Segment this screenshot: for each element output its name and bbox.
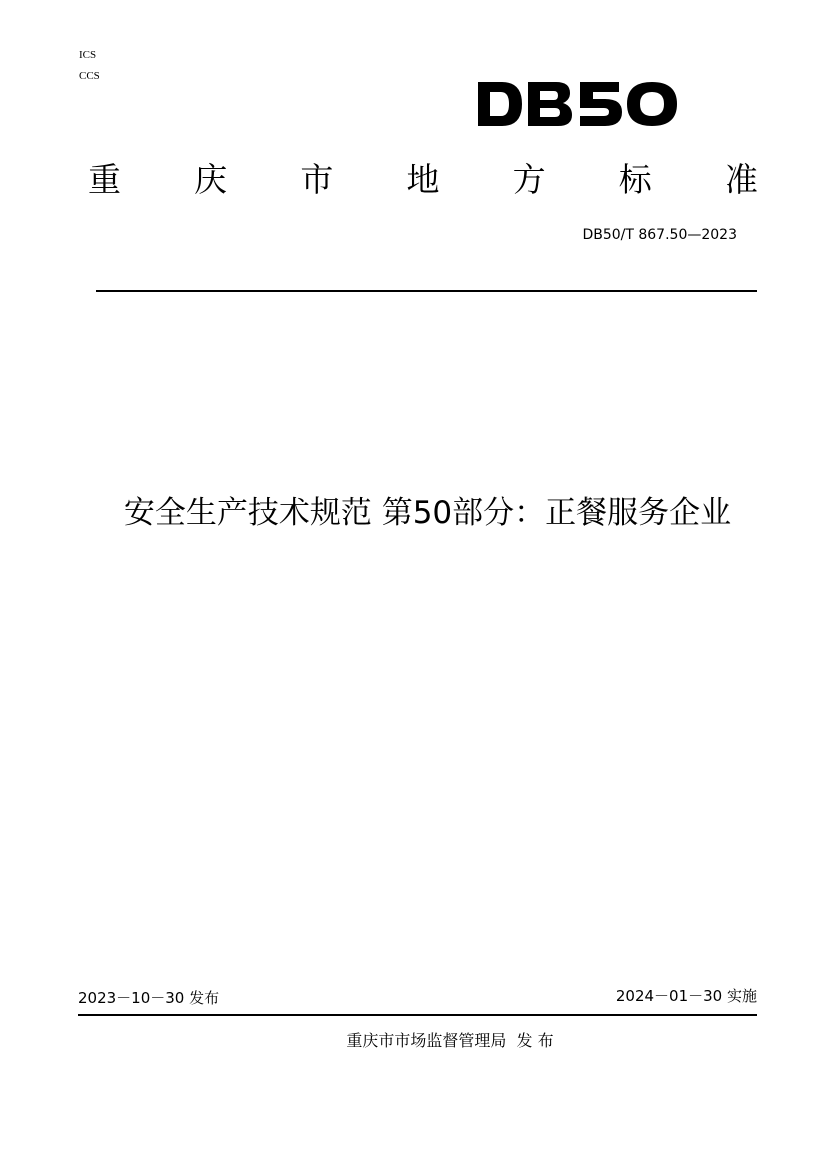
standard-type-heading: [88, 158, 758, 202]
ccs-label: CCS: [79, 70, 100, 82]
implement-date: 2024－01－30 实施: [615, 987, 757, 1005]
ics-label: ICS: [79, 49, 97, 61]
top-divider: [96, 290, 757, 292]
standard-type-char: 重: [88, 160, 121, 199]
document-title: 安全生产技术规范 第50部分：正餐服务企业: [123, 495, 732, 531]
publish-date: 2023－10－30 发布: [78, 989, 220, 1007]
bottom-divider: [78, 1014, 757, 1016]
standard-type-char: 准: [724, 160, 758, 199]
standard-type-char: 方: [512, 160, 546, 199]
standard-type-char: 庆: [194, 160, 228, 199]
standard-number: DB50/T 867.50—2023: [582, 227, 737, 243]
standard-type-char: 地: [406, 160, 440, 199]
db50-logo: [474, 74, 684, 134]
standard-type-char: 市: [300, 160, 334, 199]
publisher: 重庆市市场监督管理局 发 布: [346, 1031, 554, 1050]
standard-type-char: 标: [618, 160, 652, 199]
